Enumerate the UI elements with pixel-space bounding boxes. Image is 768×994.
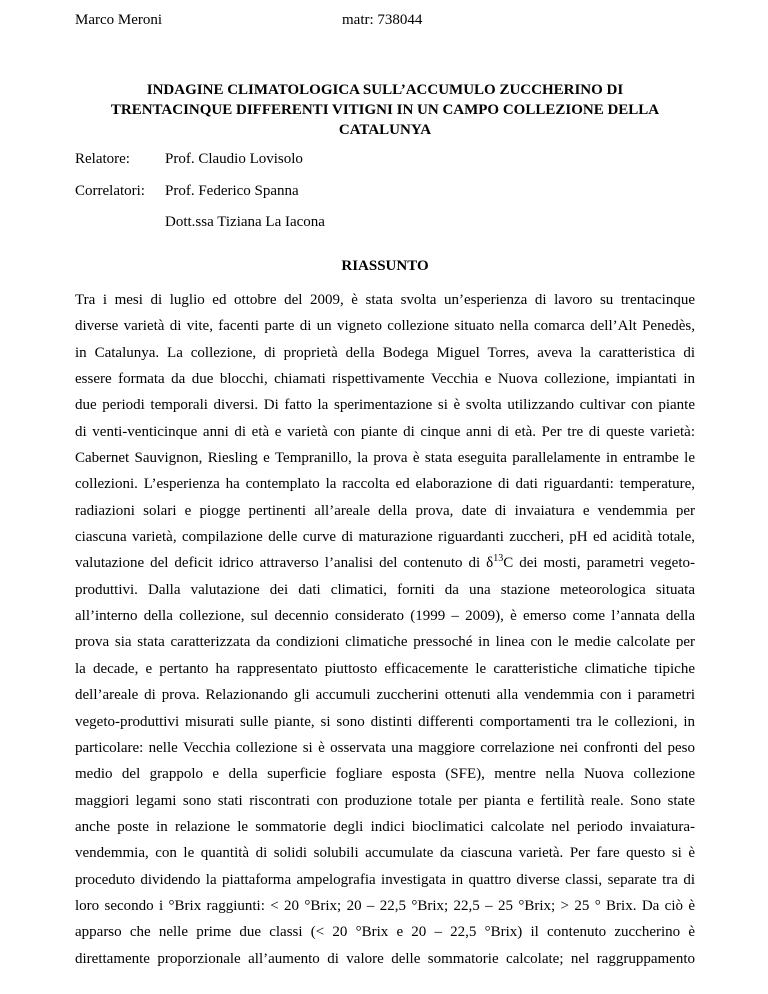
abstract-line: loro secondo i °Brix raggiunti: < 20 °Brix; 20 – 22,5 °Brix; 22,5 – 25 °Brix; > 25 ° Brix. Da ciò è <box>75 897 695 914</box>
abstract-line: di venti-venticinque anni di età e varietà con piante di cinque anni di età. Per tre di queste varietà: <box>75 423 695 440</box>
section-title: RIASSUNTO <box>341 258 429 274</box>
abstract-line: Tra i mesi di luglio ed ottobre del 2009, è stata svolta un’esperienza di lavoro su trentacinque <box>75 292 695 308</box>
abstract-line: due periodi temporali diversi. Di fatto la sperimentazione si è svolta utilizzando cultivar con piante <box>75 397 695 414</box>
title-line: INDAGINE CLIMATOLOGICA SULL’ACCUMULO ZUCCHERINO DI <box>146 82 624 98</box>
correlatore-name: Prof. Federico Spanna <box>165 183 299 199</box>
isotope-superscript: 13 <box>493 553 504 565</box>
abstract-line: maggiori legami sono stati riscontrati con produzione totale per pianta e fertilità reale. Sono state <box>75 792 695 809</box>
abstract-line: vendemmia, con le quantità di solidi solubili accumulate da ciascuna varietà. Per fare questo si è <box>75 845 695 862</box>
abstract-line: proceduto dividendo la piattaforma ampelografia investigata in quattro diverse classi, separate tra di <box>75 871 695 888</box>
abstract-line: prova sia stata caratterizzata da condizioni climatiche pressoché in linea con le medie calcolate per <box>75 634 695 651</box>
abstract-line: produttivi. Dalla valutazione dei dati climatici, forniti da una stazione meteorologica situata <box>75 581 695 598</box>
abstract-line: medio del grappolo e della superficie fogliare esposta (SFE), mentre nella Nuova collezione <box>75 766 695 783</box>
relatore-name: Prof. Claudio Lovisolo <box>165 151 303 167</box>
abstract-line: anche poste in relazione le sommatorie degli indici bioclimatici calcolate nel periodo invaiatura- <box>75 818 695 835</box>
page-header <box>75 12 695 32</box>
matriculation-number: matr: 738044 <box>342 12 423 28</box>
abstract-line: la decade, e pertanto ha rappresentato piuttosto efficacemente le caratteristiche climatiche tipiche <box>75 660 695 677</box>
abstract-line: dell’areale di prova. Relazionando gli accumuli zuccherini ottenuti alla vendemmia con i parametri <box>75 687 695 704</box>
abstract-body <box>75 287 695 972</box>
abstract-line: in Catalunya. La collezione, di proprietà della Bodega Miguel Torres, aveva la caratteristica di <box>75 344 695 361</box>
abstract-line: Cabernet Sauvignon, Riesling e Tempranillo, la prova è stata eseguita parallelamente in entrambe le <box>75 450 695 467</box>
title-line: TRENTACINQUE DIFFERENTI VITIGNI IN UN CAMPO COLLEZIONE DELLA <box>110 102 660 118</box>
correlatore-name: Dott.ssa Tiziana La Iacona <box>165 214 325 230</box>
abstract-line: essere formata da due blocchi, chiamati rispettivamente Vecchia e Nuova collezione, impiantati in <box>75 371 695 388</box>
abstract-line: diverse varietà di vite, facenti parte di un vigneto collezione situato nella comarca dell’Alt Penedès, <box>75 318 695 335</box>
abstract-line: radiazioni solari e piogge pertinenti all’areale della prova, date di invaiatura e vendemmia per <box>75 502 695 519</box>
title-line: CATALUNYA <box>338 122 432 138</box>
abstract-line: collezioni. L’esperienza ha contemplato la raccolta ed elaborazione di dati riguardanti: temperature, <box>75 476 695 493</box>
abstract-line: vegeto-produttivi misurati sulle piante, si sono distinti differenti comportamenti tra le collezioni, in <box>75 713 695 730</box>
abstract-line-delta <box>75 550 695 576</box>
author-name: Marco Meroni <box>75 12 163 28</box>
abstract-line: particolare: nelle Vecchia collezione si è osservata una maggiore correlazione nei confronti del peso <box>75 739 695 756</box>
abstract-line: apparso che nelle prime due classi (< 20 °Brix e 20 – 22,5 °Brix) il contenuto zuccherino è <box>75 924 695 941</box>
document-title <box>75 80 695 140</box>
abstract-text: valutazione del deficit idrico attraverso l’analisi del contenuto di δ <box>75 555 494 572</box>
abstract-line: ciascuna varietà, compilazione delle curve di maturazione riguardanti zuccheri, pH ed acidità totale, <box>75 529 695 546</box>
relatore-label: Relatore: <box>75 151 130 167</box>
abstract-text: C dei mosti, parametri vegeto- <box>503 555 695 572</box>
correlatori-label: Correlatori: <box>75 183 145 199</box>
abstract-line: direttamente proporzionale all’aumento di valore delle sommatorie calcolate; nel raggruppamento <box>75 950 695 967</box>
abstract-line: all’interno della collezione, sul decennio considerato (1999 – 2009), è emerso come l’annata della <box>75 608 695 625</box>
